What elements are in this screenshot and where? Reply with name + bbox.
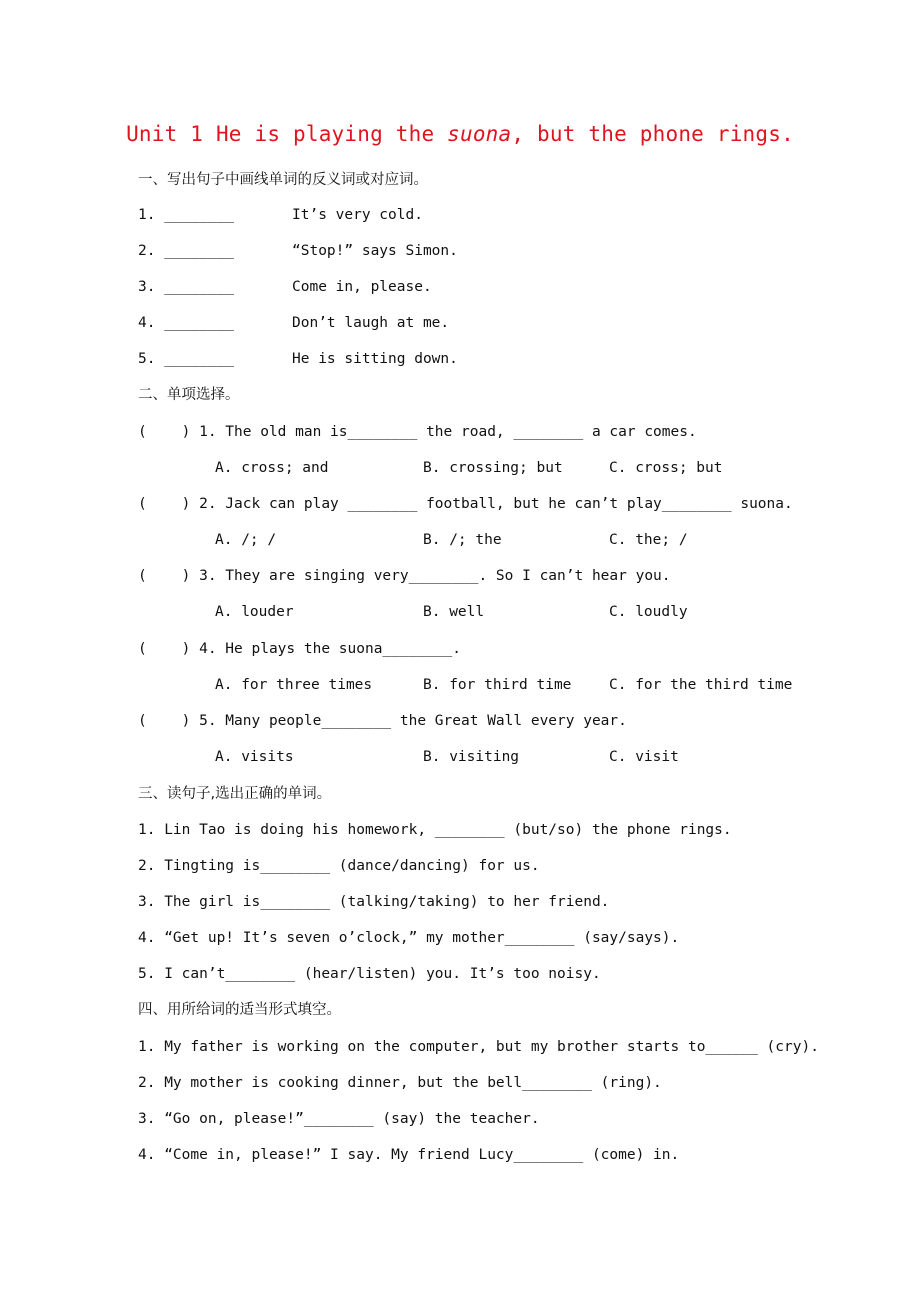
s1-blank-3: 3. ________ xyxy=(138,279,235,295)
s1-blank-5: 5. ________ xyxy=(138,351,235,367)
s1-blank-1: 1. ________ xyxy=(138,207,235,223)
s1-sentence-5: He is sitting down. xyxy=(292,351,458,367)
s3-item-1: 1. Lin Tao is doing his homework, ________ (but/so) the phone rings. xyxy=(138,822,732,838)
s2-q1-option-a: A. cross; and xyxy=(215,460,329,476)
s2-q2-option-b: B. /; the xyxy=(423,532,502,548)
s3-item-3: 3. The girl is________ (talking/taking) to her friend. xyxy=(138,894,610,910)
s1-sentence-1: It’s very cold. xyxy=(292,207,423,223)
s4-item-3: 3. “Go on, please!”________ (say) the teacher. xyxy=(138,1111,540,1127)
s2-q4-option-a: A. for three times xyxy=(215,677,373,693)
section4-heading: 四、用所给词的适当形式填空。 xyxy=(138,1002,341,1018)
s1-blank-4: 4. ________ xyxy=(138,315,235,331)
page-title xyxy=(0,122,920,146)
s2-q5-option-c: C. visit xyxy=(609,749,679,765)
s3-item-5: 5. I can’t________ (hear/listen) you. It’s too noisy. xyxy=(138,966,601,982)
s2-q3-option-c: C. loudly xyxy=(609,604,688,620)
s4-item-1: 1. My father is working on the computer, but my brother starts to______ (cry). xyxy=(138,1039,819,1055)
s4-item-4: 4. “Come in, please!” I say. My friend Lucy________ (come) in. xyxy=(138,1147,680,1163)
title-suffix: , but the phone rings. xyxy=(511,122,794,146)
s1-blank-2: 2. ________ xyxy=(138,243,235,259)
s2-q1-option-b: B. crossing; but xyxy=(423,460,563,476)
section3-heading: 三、读句子,选出正确的单词。 xyxy=(138,786,332,802)
title-prefix: Unit 1 He is playing the xyxy=(126,122,448,146)
title-italic-word: suona xyxy=(447,122,512,146)
s1-sentence-3: Come in, please. xyxy=(292,279,432,295)
s2-question-4: ( ) 4. He plays the suona________. xyxy=(138,641,462,657)
s2-q4-option-b: B. for third time xyxy=(423,677,572,693)
s2-q5-option-a: A. visits xyxy=(215,749,294,765)
s2-question-2: ( ) 2. Jack can play ________ football, but he can’t play________ suona. xyxy=(138,496,793,512)
s2-q1-option-c: C. cross; but xyxy=(609,460,723,476)
s2-question-5: ( ) 5. Many people________ the Great Wall every year. xyxy=(138,713,627,729)
s1-sentence-2: “Stop!” says Simon. xyxy=(292,243,458,259)
section1-heading: 一、写出句子中画线单词的反义词或对应词。 xyxy=(138,172,428,188)
s2-q3-option-a: A. louder xyxy=(215,604,294,620)
s2-question-1: ( ) 1. The old man is________ the road, ________ a car comes. xyxy=(138,424,697,440)
s2-q4-option-c: C. for the third time xyxy=(609,677,793,693)
s3-item-4: 4. “Get up! It’s seven o’clock,” my mother________ (say/says). xyxy=(138,930,680,946)
s2-q2-option-a: A. /; / xyxy=(215,532,277,548)
s1-sentence-4: Don’t laugh at me. xyxy=(292,315,450,331)
s2-question-3: ( ) 3. They are singing very________. So I can’t hear you. xyxy=(138,568,671,584)
s3-item-2: 2. Tingting is________ (dance/dancing) for us. xyxy=(138,858,540,874)
section2-heading: 二、单项选择。 xyxy=(138,387,240,403)
s2-q5-option-b: B. visiting xyxy=(423,749,520,765)
s4-item-2: 2. My mother is cooking dinner, but the bell________ (ring). xyxy=(138,1075,662,1091)
s2-q2-option-c: C. the; / xyxy=(609,532,688,548)
s2-q3-option-b: B. well xyxy=(423,604,485,620)
